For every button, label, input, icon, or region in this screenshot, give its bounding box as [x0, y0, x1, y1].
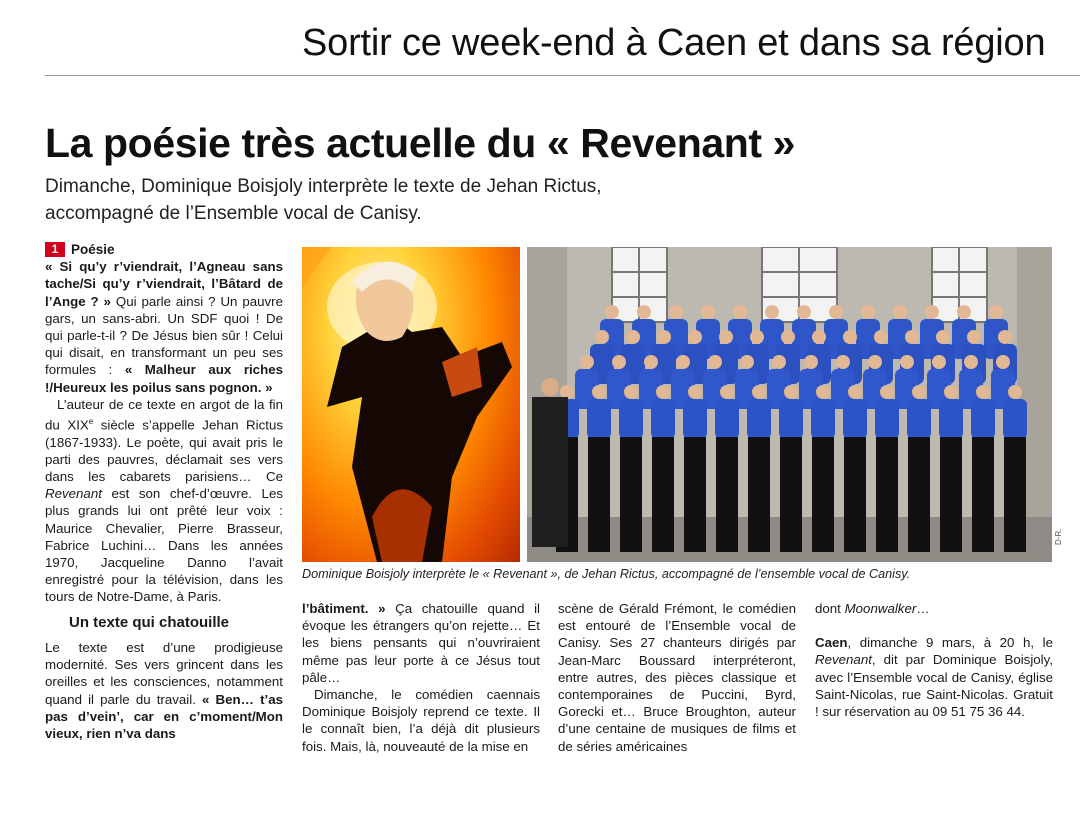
singer-head: [708, 355, 722, 369]
superscript: e: [88, 417, 94, 427]
choir-photo: [527, 247, 1052, 562]
photo-caption: Dominique Boisjoly interprète le « Revenant », de Jehan Rictus, accompagné de l’ensemble vocal de Canisy.: [302, 567, 911, 581]
singer-skirt: [908, 437, 930, 552]
text-run: dont: [815, 601, 845, 616]
singer-head: [804, 355, 818, 369]
singer-head: [944, 385, 958, 399]
singer-head: [868, 355, 882, 369]
singer-head: [637, 305, 651, 319]
singer-head: [967, 330, 981, 344]
subheading: Un texte qui chatouille: [69, 613, 230, 631]
singer-body: [811, 399, 835, 439]
singer-head: [701, 305, 715, 319]
singer-head: [989, 305, 1003, 319]
singer-head: [733, 305, 747, 319]
paragraph: [45, 639, 283, 742]
singer-head: [595, 330, 609, 344]
singer-head: [880, 385, 894, 399]
singer-head: [861, 305, 875, 319]
singer-skirt: [1004, 437, 1026, 552]
singer-skirt: [812, 437, 834, 552]
singer-head: [624, 385, 638, 399]
singer-skirt: [684, 437, 706, 552]
singer-body: [843, 399, 867, 439]
text-run: , dit par Dominique Boisjoly, avec l’Ensemble vocal de Canisy, église Saint-Nicolas, rue Saint-Nicolas. Gratuit ! sur réservation au 09 51 75 36 44.: [815, 652, 1053, 720]
singer-head: [829, 305, 843, 319]
singer-body: [1003, 399, 1027, 439]
singer-body: [619, 399, 643, 439]
quote-bold: « Si qu’y r’viendrait, l’Agneau sans tache/Si qu’y r’viendrait, l’Bâtard de l’Ange ? »: [45, 259, 283, 309]
singer-head: [772, 355, 786, 369]
kicker: [45, 241, 283, 258]
performer-illustration: [302, 247, 520, 562]
singer-head: [905, 330, 919, 344]
singer-head: [936, 330, 950, 344]
text-run: Qui parle ainsi ? Un pauvre gars, un sans-abri. Un SDF quoi ! De qui parle-t-il ? De Jésus bien sûr ! Celui qui disait, en transformant un peu ses formules :: [45, 293, 283, 378]
singer-head: [612, 355, 626, 369]
singer-head: [964, 355, 978, 369]
headline: La poésie très actuelle du « Revenant »: [45, 120, 796, 166]
paragraph: scène de Gérald Frémont, le comédien est entouré de l’Ensemble vocal de Canisy. Ses 27 chanteurs dirigés par Jean-Marc Boussard interpréteront, entre autres, des pièces classique et contemporaines de Puccini, Byrd, Gorecki et… Bruce Broughton, auteur d’une centaine de musiques de films et de séries américaines: [558, 601, 796, 754]
singer-head: [797, 305, 811, 319]
singer-body: [907, 399, 931, 439]
quote-bold: « Ben… t’as pas d’vein’, car en c’moment/Mon vieux, rien n’va dans: [45, 691, 283, 741]
text-run: Le texte est d’une prodigieuse modernité. Ses vers grincent dans les oreilles et les consciences, notamment quand il parle du travail.: [45, 639, 283, 707]
singer-head: [719, 330, 733, 344]
singer-head: [912, 385, 926, 399]
text-run: siècle s’appelle Jehan Rictus (1867-1933). Le poète, qui avait pris le parti des pauvres, déclamait ses vers dans les cabarets parisiens… Ce: [45, 417, 283, 485]
kicker-label: Poésie: [71, 242, 115, 257]
article-column-4: [815, 600, 1053, 720]
singer-skirt: [652, 437, 674, 552]
article-column-3: [558, 600, 796, 755]
singer-head: [816, 385, 830, 399]
singer-skirt: [972, 437, 994, 552]
singer-head: [784, 385, 798, 399]
kicker-number: 1: [45, 242, 65, 257]
singer-head: [688, 385, 702, 399]
paragraph: [45, 396, 283, 606]
singer-head: [976, 385, 990, 399]
singer-head: [644, 355, 658, 369]
article-column-1: [45, 241, 283, 742]
singer-head: [580, 355, 594, 369]
text-run: Ça chatouille quand il évoque les étrangers qu’on rejette… Et les biens pensants qui n’ouvriraient même pas leur porte à ce Jésus tout pâle…: [302, 601, 540, 685]
text-run: , dimanche 9 mars, à 20 h, le: [847, 635, 1053, 651]
deck-line-1: Dimanche, Dominique Boisjoly interprète le texte de Jehan Rictus,: [45, 176, 602, 197]
paragraph: [45, 258, 283, 396]
deck-line-2: accompagné de l’Ensemble vocal de Canisy.: [45, 203, 422, 224]
paragraph: [815, 600, 1053, 617]
singer-head: [874, 330, 888, 344]
singer-head: [843, 330, 857, 344]
singer-head: [656, 385, 670, 399]
singer-skirt: [620, 437, 642, 552]
singer-skirt: [588, 437, 610, 552]
singer-head: [812, 330, 826, 344]
singer-skirt: [844, 437, 866, 552]
singer-head: [626, 330, 640, 344]
singer-body: [939, 399, 963, 439]
singer-head: [669, 305, 683, 319]
text-run: L’auteur de ce texte en argot de la fin du XIX: [45, 396, 283, 433]
singer-body: [779, 399, 803, 439]
singer-head: [998, 330, 1012, 344]
singer-head: [893, 305, 907, 319]
singer-head: [925, 305, 939, 319]
singer-skirt: [748, 437, 770, 552]
singer-head: [750, 330, 764, 344]
singer-head: [688, 330, 702, 344]
singer-head: [676, 355, 690, 369]
singer-head: [996, 355, 1010, 369]
singer-skirt: [780, 437, 802, 552]
title-italic: Revenant: [815, 652, 872, 668]
singer-head: [1008, 385, 1022, 399]
singer-body: [875, 399, 899, 439]
event-info: [815, 634, 1053, 720]
conductor-head: [541, 378, 559, 396]
singer-body: [587, 399, 611, 439]
singer-head: [592, 385, 606, 399]
quote-bold: l’bâtiment. »: [302, 601, 386, 616]
article-column-2: [302, 600, 540, 755]
singer-head: [605, 305, 619, 319]
singer-skirt: [876, 437, 898, 552]
quote-bold: « Malheur aux riches !/Heureux les poilus sans pognon. »: [45, 362, 283, 395]
singer-head: [765, 305, 779, 319]
text-run: est son chef-d’œuvre. Les plus grands lui ont prêté leur voix : Maurice Chevalier, Pierre Brasseur, Fabrice Luchini… Dans les années 1970, Jacqueline Danno l’avait enregistré pour la télévision, dans les tours de Notre-Dame, à Paris.: [45, 486, 283, 605]
city-bold: Caen: [815, 635, 848, 651]
singer-body: [715, 399, 739, 439]
paragraph: [302, 600, 540, 686]
singer-head: [657, 330, 671, 344]
performer-photo: [302, 247, 520, 562]
title-italic: Revenant: [45, 486, 102, 502]
singer-body: [683, 399, 707, 439]
section-title: Sortir ce week-end à Caen et dans sa région: [302, 22, 1046, 64]
singer-head: [900, 355, 914, 369]
singer-body: [971, 399, 995, 439]
singer-head: [560, 385, 574, 399]
singer-skirt: [716, 437, 738, 552]
choir-illustration: [527, 247, 1052, 562]
singer-head: [932, 355, 946, 369]
singer-head: [720, 385, 734, 399]
singer-head: [781, 330, 795, 344]
singer-head: [740, 355, 754, 369]
singer-body: [747, 399, 771, 439]
text-run: …: [916, 601, 930, 616]
paragraph: Dimanche, le comédien caennais Dominique Boisjoly reprend ce texte. Il le connaît bien, l’a déjà dit plusieurs fois. Mais, là, nouveauté de la mise en: [302, 687, 540, 754]
singer-body: [651, 399, 675, 439]
singer-head: [957, 305, 971, 319]
singer-head: [848, 385, 862, 399]
singer-skirt: [940, 437, 962, 552]
singer-head: [836, 355, 850, 369]
singer-head: [752, 385, 766, 399]
title-italic: Moonwalker: [844, 601, 917, 616]
section-rule: [45, 75, 1080, 76]
conductor-figure: [532, 397, 568, 547]
photo-credit: D-R.: [1054, 528, 1063, 545]
